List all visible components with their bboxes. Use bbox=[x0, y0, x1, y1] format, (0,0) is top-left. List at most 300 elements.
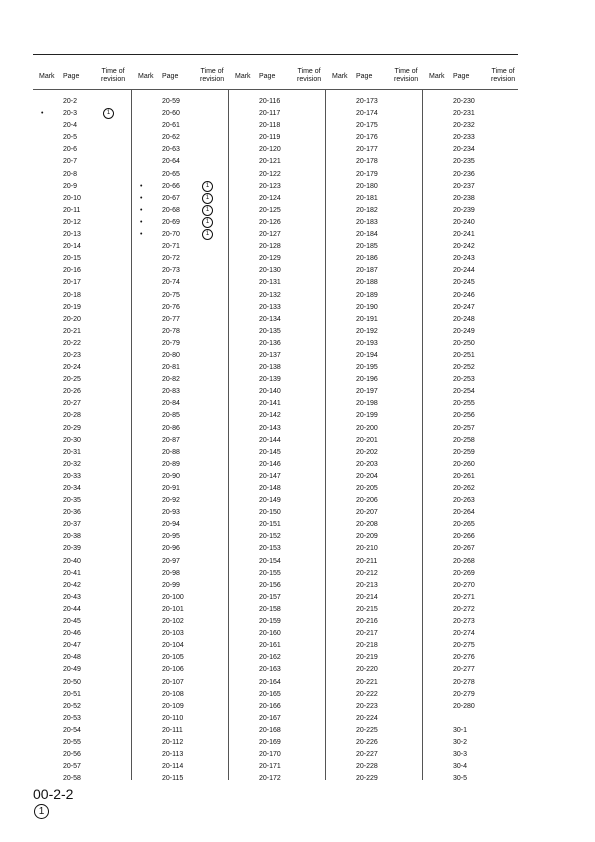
table-row bbox=[326, 701, 422, 713]
page-cell: 20-190 bbox=[356, 303, 378, 311]
header-page: Page bbox=[162, 73, 179, 80]
page-cell: 20-209 bbox=[356, 533, 378, 541]
table-row bbox=[229, 580, 325, 592]
page-cell: 20-23 bbox=[63, 351, 81, 359]
page-cell: 20-236 bbox=[453, 170, 475, 178]
table-row bbox=[326, 737, 422, 749]
table-row bbox=[33, 290, 129, 302]
mark-cell: • bbox=[140, 206, 143, 214]
table-row bbox=[33, 543, 129, 555]
table-row bbox=[229, 459, 325, 471]
table-row bbox=[33, 604, 129, 616]
page-cell: 30-1 bbox=[453, 726, 468, 734]
table-row bbox=[33, 580, 129, 592]
table-row bbox=[33, 725, 129, 737]
table-row bbox=[229, 156, 325, 168]
table-row bbox=[132, 350, 228, 362]
page-cell: 20-33 bbox=[63, 472, 81, 480]
table-row bbox=[423, 701, 519, 713]
table-row bbox=[423, 398, 519, 410]
table-row bbox=[229, 701, 325, 713]
page-cell: 20-212 bbox=[356, 569, 378, 577]
page-cell: 20-260 bbox=[453, 460, 475, 468]
table-row bbox=[132, 447, 228, 459]
page-cell: 20-3 bbox=[63, 110, 78, 118]
table-row bbox=[132, 543, 228, 555]
table-row bbox=[33, 761, 129, 773]
header-page: Page bbox=[63, 73, 80, 80]
table-row bbox=[132, 362, 228, 374]
table-row bbox=[132, 338, 228, 350]
page-code: 00-2-2 bbox=[33, 786, 74, 802]
table-row bbox=[423, 737, 519, 749]
page-cell: 20-246 bbox=[453, 291, 475, 299]
table-row bbox=[326, 773, 422, 785]
page-cell: 20-156 bbox=[259, 581, 281, 589]
table-row bbox=[132, 120, 228, 132]
table-row bbox=[326, 519, 422, 531]
header-time-of-revision bbox=[200, 68, 224, 84]
page-cell: 20-249 bbox=[453, 327, 475, 335]
table-row bbox=[132, 193, 228, 205]
table-row bbox=[423, 664, 519, 676]
table-row bbox=[33, 677, 129, 689]
table-row bbox=[229, 120, 325, 132]
table-row bbox=[33, 229, 129, 241]
table-row bbox=[132, 229, 228, 241]
table-column bbox=[423, 96, 519, 785]
table-row bbox=[33, 423, 129, 435]
page-cell: 20-31 bbox=[63, 448, 81, 456]
revision-circle-icon: 1 bbox=[103, 108, 114, 119]
page-cell: 20-71 bbox=[162, 243, 180, 251]
page-cell: 20-96 bbox=[162, 545, 180, 553]
table-row bbox=[33, 616, 129, 628]
page-cell: 20-43 bbox=[63, 593, 81, 601]
page-cell: 20-219 bbox=[356, 654, 378, 662]
table-row bbox=[229, 290, 325, 302]
page-cell: 20-128 bbox=[259, 243, 281, 251]
page-cell: 20-38 bbox=[63, 533, 81, 541]
table-row bbox=[132, 156, 228, 168]
revision-cell bbox=[202, 205, 213, 217]
table-row bbox=[326, 326, 422, 338]
page-cell: 20-57 bbox=[63, 763, 81, 771]
page-cell: 20-19 bbox=[63, 303, 81, 311]
page-cell: 20-29 bbox=[63, 424, 81, 432]
page-cell: 20-69 bbox=[162, 218, 180, 226]
page-cell: 20-107 bbox=[162, 678, 184, 686]
page-cell: 20-172 bbox=[259, 775, 281, 783]
page-cell: 20-275 bbox=[453, 642, 475, 650]
table-row bbox=[33, 471, 129, 483]
page-cell: 20-158 bbox=[259, 605, 281, 613]
page-cell: 20-109 bbox=[162, 702, 184, 710]
table-row bbox=[229, 628, 325, 640]
page-cell: 20-157 bbox=[259, 593, 281, 601]
table-row bbox=[33, 459, 129, 471]
table-row bbox=[33, 713, 129, 725]
table-row bbox=[33, 362, 129, 374]
revision-cell bbox=[103, 108, 114, 120]
header-page: Page bbox=[356, 73, 373, 80]
page-cell: 20-159 bbox=[259, 618, 281, 626]
page-cell: 20-233 bbox=[453, 134, 475, 142]
page-cell: 20-10 bbox=[63, 194, 81, 202]
table-column bbox=[33, 96, 129, 785]
page-cell: 20-101 bbox=[162, 605, 184, 613]
page-cell: 20-82 bbox=[162, 376, 180, 384]
page-cell: 20-269 bbox=[453, 569, 475, 577]
page-cell: 20-258 bbox=[453, 436, 475, 444]
page-cell: 20-211 bbox=[356, 557, 378, 565]
page-cell: 20-5 bbox=[63, 134, 78, 142]
table-row bbox=[326, 592, 422, 604]
page-cell: 20-70 bbox=[162, 231, 180, 239]
page-cell: 20-214 bbox=[356, 593, 378, 601]
page-cell: 20-83 bbox=[162, 388, 180, 396]
table-row bbox=[326, 689, 422, 701]
page-cell: 20-226 bbox=[356, 738, 378, 746]
page-cell: 20-118 bbox=[259, 122, 281, 130]
page-cell: 20-85 bbox=[162, 412, 180, 420]
table-row bbox=[132, 495, 228, 507]
table-row bbox=[229, 604, 325, 616]
page-cell: 20-270 bbox=[453, 581, 475, 589]
page-cell: 20-171 bbox=[259, 763, 281, 771]
table-row bbox=[326, 386, 422, 398]
table-row bbox=[423, 217, 519, 229]
page-cell: 20-134 bbox=[259, 315, 281, 323]
table-row bbox=[229, 374, 325, 386]
page-cell: 20-183 bbox=[356, 218, 378, 226]
table-row bbox=[229, 664, 325, 676]
header-time-of-revision bbox=[394, 68, 418, 84]
page-cell: 20-168 bbox=[259, 726, 281, 734]
table-row bbox=[33, 181, 129, 193]
page-cell: 20-208 bbox=[356, 521, 378, 529]
page-cell: 20-54 bbox=[63, 726, 81, 734]
table-row bbox=[423, 677, 519, 689]
page-cell: 20-185 bbox=[356, 243, 378, 251]
table-row bbox=[229, 737, 325, 749]
page-cell: 20-44 bbox=[63, 605, 81, 613]
header-mark: Mark bbox=[39, 73, 55, 80]
page-cell: 20-267 bbox=[453, 545, 475, 553]
table-row bbox=[423, 169, 519, 181]
page-cell: 20-72 bbox=[162, 255, 180, 263]
page-cell: 20-92 bbox=[162, 497, 180, 505]
table-row bbox=[326, 362, 422, 374]
table-row bbox=[229, 217, 325, 229]
table-row bbox=[132, 386, 228, 398]
page-cell: 20-68 bbox=[162, 206, 180, 214]
page-cell: 20-253 bbox=[453, 376, 475, 384]
page-cell: 20-11 bbox=[63, 206, 81, 214]
table-row bbox=[326, 664, 422, 676]
table-row bbox=[132, 132, 228, 144]
table-row bbox=[326, 495, 422, 507]
header-revision: revision bbox=[200, 76, 225, 83]
page-cell: 20-164 bbox=[259, 678, 281, 686]
page-cell: 20-145 bbox=[259, 448, 281, 456]
table-row bbox=[33, 495, 129, 507]
revision-cell bbox=[202, 193, 213, 205]
table-row bbox=[132, 241, 228, 253]
table-row bbox=[33, 217, 129, 229]
page-cell: 20-230 bbox=[453, 98, 475, 105]
mark-cell: • bbox=[41, 110, 44, 118]
table-row bbox=[423, 144, 519, 156]
page-cell: 20-184 bbox=[356, 231, 378, 239]
page-cell: 20-237 bbox=[453, 182, 475, 190]
page-cell: 20-135 bbox=[259, 327, 281, 335]
page-cell: 20-200 bbox=[356, 424, 378, 432]
page-cell: 20-223 bbox=[356, 702, 378, 710]
page-cell: 20-195 bbox=[356, 364, 378, 372]
table-row bbox=[33, 519, 129, 531]
page-cell: 20-40 bbox=[63, 557, 81, 565]
page-cell: 20-229 bbox=[356, 775, 378, 783]
table-row bbox=[132, 96, 228, 108]
page-cell: 20-73 bbox=[162, 267, 180, 275]
table-row bbox=[132, 652, 228, 664]
page-cell: 20-12 bbox=[63, 218, 81, 226]
page-cell: 20-32 bbox=[63, 460, 81, 468]
table-row bbox=[423, 471, 519, 483]
table-row bbox=[229, 592, 325, 604]
table-row bbox=[33, 156, 129, 168]
page-cell: 20-244 bbox=[453, 267, 475, 275]
page-cell: 20-232 bbox=[453, 122, 475, 130]
table-row bbox=[33, 96, 129, 108]
table-row bbox=[33, 701, 129, 713]
table-row bbox=[229, 410, 325, 422]
table-row bbox=[423, 616, 519, 628]
header-time-of: Time of bbox=[297, 68, 321, 75]
revision-circle-icon: 1 bbox=[202, 229, 213, 240]
page-cell: 20-245 bbox=[453, 279, 475, 287]
table-row bbox=[33, 628, 129, 640]
table-row bbox=[132, 580, 228, 592]
page-cell: 20-234 bbox=[453, 146, 475, 154]
page-cell: 20-181 bbox=[356, 194, 378, 202]
page-cell: 20-188 bbox=[356, 279, 378, 287]
table-row bbox=[229, 519, 325, 531]
table-row bbox=[132, 640, 228, 652]
page-cell: 20-81 bbox=[162, 364, 180, 372]
page-cell: 20-280 bbox=[453, 702, 475, 710]
header-time-of-revision bbox=[101, 68, 125, 84]
table-row bbox=[423, 132, 519, 144]
page-cell: 20-256 bbox=[453, 412, 475, 420]
page-cell: 20-255 bbox=[453, 400, 475, 408]
page-cell: 20-264 bbox=[453, 509, 475, 517]
page-cell: 20-191 bbox=[356, 315, 378, 323]
page-cell: 30-2 bbox=[453, 738, 468, 746]
table-row bbox=[326, 277, 422, 289]
table-row bbox=[326, 229, 422, 241]
table-row bbox=[229, 241, 325, 253]
table-row bbox=[229, 616, 325, 628]
table-row bbox=[132, 471, 228, 483]
table-row bbox=[326, 580, 422, 592]
table-row bbox=[423, 689, 519, 701]
page-cell: 20-86 bbox=[162, 424, 180, 432]
table-row bbox=[33, 120, 129, 132]
page-cell: 20-50 bbox=[63, 678, 81, 686]
revision-cell bbox=[202, 217, 213, 229]
mark-cell: • bbox=[140, 194, 143, 202]
table-row bbox=[132, 713, 228, 725]
table-row bbox=[132, 169, 228, 181]
table-row bbox=[229, 326, 325, 338]
header-page: Page bbox=[259, 73, 276, 80]
page-cell: 20-111 bbox=[162, 726, 183, 734]
table-row bbox=[423, 108, 519, 120]
page-cell: 20-47 bbox=[63, 642, 81, 650]
table-row bbox=[326, 531, 422, 543]
table-row bbox=[33, 447, 129, 459]
table-row bbox=[33, 737, 129, 749]
table-row bbox=[326, 677, 422, 689]
table-row bbox=[132, 108, 228, 120]
page-cell: 20-116 bbox=[259, 98, 281, 105]
revision-cell bbox=[202, 229, 213, 241]
table-row bbox=[229, 193, 325, 205]
table-row bbox=[33, 338, 129, 350]
table-row bbox=[229, 543, 325, 555]
table-row bbox=[423, 265, 519, 277]
page-cell: 20-130 bbox=[259, 267, 281, 275]
table-row bbox=[33, 205, 129, 217]
table-row bbox=[33, 652, 129, 664]
table-row bbox=[33, 410, 129, 422]
page-cell: 20-247 bbox=[453, 303, 475, 311]
table-row bbox=[423, 628, 519, 640]
table-row bbox=[132, 326, 228, 338]
table-row bbox=[423, 483, 519, 495]
page-cell: 20-266 bbox=[453, 533, 475, 541]
page-cell: 20-221 bbox=[356, 678, 378, 686]
page-cell: 20-261 bbox=[453, 472, 475, 480]
page-cell: 20-268 bbox=[453, 557, 475, 565]
page-cell: 20-176 bbox=[356, 134, 378, 142]
page-cell: 30-4 bbox=[453, 763, 468, 771]
table-row bbox=[132, 628, 228, 640]
page-cell: 20-27 bbox=[63, 400, 81, 408]
page-cell: 20-166 bbox=[259, 702, 281, 710]
page-cell: 20-143 bbox=[259, 424, 281, 432]
header-time-of: Time of bbox=[491, 68, 515, 75]
page-cell: 20-152 bbox=[259, 533, 281, 541]
page-cell: 20-242 bbox=[453, 243, 475, 251]
page-cell: 20-76 bbox=[162, 303, 180, 311]
table-row bbox=[229, 229, 325, 241]
table-row bbox=[229, 495, 325, 507]
table-row bbox=[132, 410, 228, 422]
page-cell: 20-169 bbox=[259, 738, 281, 746]
page-cell: 20-45 bbox=[63, 618, 81, 626]
page-cell: 20-193 bbox=[356, 339, 378, 347]
row-gap bbox=[423, 713, 519, 725]
page-cell: 20-199 bbox=[356, 412, 378, 420]
page-cell: 20-272 bbox=[453, 605, 475, 613]
page-cell: 20-248 bbox=[453, 315, 475, 323]
page-cell: 20-122 bbox=[259, 170, 281, 178]
page-cell: 20-66 bbox=[162, 182, 180, 190]
table-row bbox=[229, 253, 325, 265]
page-cell: 20-137 bbox=[259, 351, 281, 359]
table-row bbox=[423, 120, 519, 132]
page-cell: 20-147 bbox=[259, 472, 281, 480]
page-cell: 20-120 bbox=[259, 146, 281, 154]
table-row bbox=[132, 531, 228, 543]
table-row bbox=[423, 277, 519, 289]
page-cell: 20-273 bbox=[453, 618, 475, 626]
page-cell: 20-97 bbox=[162, 557, 180, 565]
page-cell: 20-142 bbox=[259, 412, 281, 420]
page-cell: 20-18 bbox=[63, 291, 81, 299]
table-row bbox=[423, 410, 519, 422]
table-row bbox=[423, 773, 519, 785]
table-row bbox=[229, 689, 325, 701]
table-row bbox=[33, 302, 129, 314]
table-row bbox=[229, 556, 325, 568]
page-cell: 20-174 bbox=[356, 110, 378, 118]
page-cell: 20-197 bbox=[356, 388, 378, 396]
table-row bbox=[132, 749, 228, 761]
page-cell: 20-224 bbox=[356, 714, 378, 722]
page-cell: 20-22 bbox=[63, 339, 81, 347]
page-cell: 20-146 bbox=[259, 460, 281, 468]
page-cell: 20-180 bbox=[356, 182, 378, 190]
page-cell: 20-154 bbox=[259, 557, 281, 565]
page-cell: 20-9 bbox=[63, 182, 78, 190]
table-row bbox=[132, 423, 228, 435]
page-cell: 20-121 bbox=[259, 158, 281, 166]
table-row bbox=[33, 314, 129, 326]
page-cell: 30-3 bbox=[453, 751, 468, 759]
page-cell: 20-132 bbox=[259, 291, 281, 299]
page-cell: 20-222 bbox=[356, 690, 378, 698]
page-cell: 20-129 bbox=[259, 255, 281, 263]
header-time-of-revision bbox=[491, 68, 515, 84]
page-cell: 20-173 bbox=[356, 98, 378, 105]
page-cell: 20-218 bbox=[356, 642, 378, 650]
page-cell: 20-163 bbox=[259, 666, 281, 674]
page-cell: 20-203 bbox=[356, 460, 378, 468]
page-cell: 20-60 bbox=[162, 110, 180, 118]
table-row bbox=[229, 507, 325, 519]
table-row bbox=[326, 628, 422, 640]
page-cell: 20-126 bbox=[259, 218, 281, 226]
table-row bbox=[33, 664, 129, 676]
table-row bbox=[33, 326, 129, 338]
page-cell: 20-15 bbox=[63, 255, 81, 263]
page-cell: 20-216 bbox=[356, 618, 378, 626]
table-row bbox=[229, 749, 325, 761]
table-row bbox=[326, 556, 422, 568]
page-cell: 20-148 bbox=[259, 485, 281, 492]
table-row bbox=[33, 386, 129, 398]
page-cell: 20-93 bbox=[162, 509, 180, 517]
table-row bbox=[423, 435, 519, 447]
page-cell: 20-225 bbox=[356, 726, 378, 734]
table-row bbox=[33, 689, 129, 701]
table-row bbox=[229, 677, 325, 689]
page-cell: 20-41 bbox=[63, 569, 81, 577]
